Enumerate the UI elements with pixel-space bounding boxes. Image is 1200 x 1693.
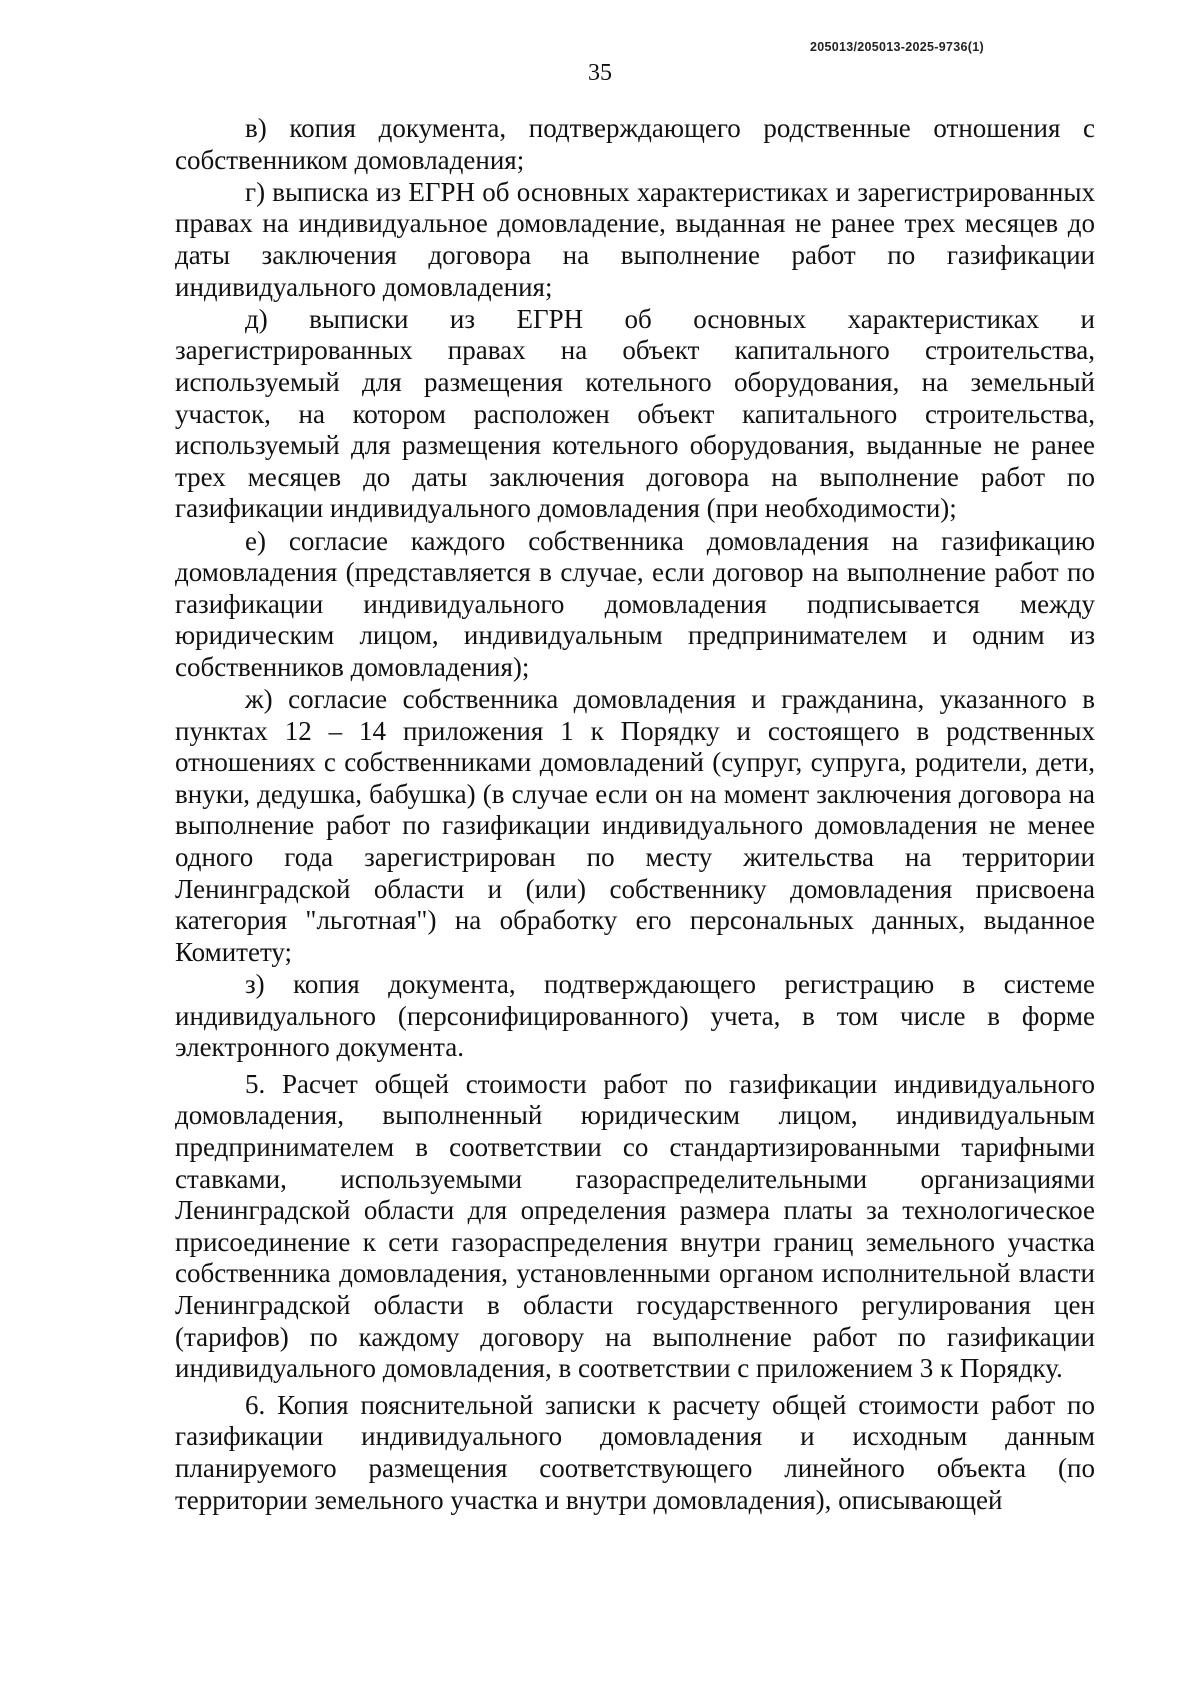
paragraph-item-zh: ж) согласие собственника домовладения и гражданина, указанного в пунктах 12 – 14 приложения 1 к Порядку и состоящего в родственных отношениях с собственниками домовладений (супруг, супруга, родители, дети, внуки, дедушка, бабушка) (в случае если он на момент заключения договора на выполнение работ по газификации индивидуального домовладения не менее одного года зарегистрирован по месту жительства на территории Ленинградской области и (или) собственнику домовладения присвоена категория "льготная") на обработку его персональных данных, выданное Комитету;	[175, 684, 1095, 967]
paragraph-point-5: 5. Расчет общей стоимости работ по газификации индивидуального домовладения, выполненный юридическим лицом, индивидуальным предпринимателем в соответствии со стандартизированными тарифными ставками, используемыми газораспределительными организациями Ленинградской области для определения размера платы за технологическое присоединение к сети газораспределения внутри границ земельного участка собственника домовладения, установленными органом исполнительной власти Ленинградской области в области государственного регулирования цен (тарифов) по каждому договору на выполнение работ по газификации индивидуального домовладения, в соответствии с приложением 3 к Порядку.	[175, 1068, 1095, 1384]
paragraph-item-g: г) выписка из ЕГРН об основных характеристиках и зарегистрированных правах на индивидуальное домовладение, выданная не ранее трех месяцев до даты заключения договора на выполнение работ по газификации индивидуального домовладения;	[175, 176, 1095, 302]
paragraph-item-d: д) выписки из ЕГРН об основных характеристиках и зарегистрированных правах на объект капитального строительства, используемый для размещения котельного оборудования, на земельный участок, на котором расположен объект капитального строительства, используемый для размещения котельного оборудования, выданные не ранее трех месяцев до даты заключения договора на выполнение работ по газификации индивидуального домовладения (при необходимости);	[175, 303, 1095, 524]
paragraph-item-v: в) копия документа, подтверждающего родственные отношения с собственником домовладения;	[175, 113, 1095, 175]
document-body	[175, 113, 1095, 1516]
paragraph-item-z: з) копия документа, подтверждающего регистрацию в системе индивидуального (персонифицированного) учета, в том числе в форме электронного документа.	[175, 969, 1095, 1063]
paragraph-item-e: е) согласие каждого собственника домовладения на газификацию домовладения (представляется в случае, если договор на выполнение работ по газификации индивидуального домовладения подписывается между юридическим лицом, индивидуальным предпринимателем и одним из собственников домовладения);	[175, 525, 1095, 682]
registration-number: 205013/205013-2025-9736(1)	[810, 40, 984, 54]
paragraph-point-6: 6. Копия пояснительной записки к расчету общей стоимости работ по газификации индивидуального домовладения и исходным данным планируемого размещения соответствующего линейного объекта (по территории земельного участка и внутри домовладения), описывающей	[175, 1389, 1095, 1515]
page-number: 35	[588, 60, 612, 86]
